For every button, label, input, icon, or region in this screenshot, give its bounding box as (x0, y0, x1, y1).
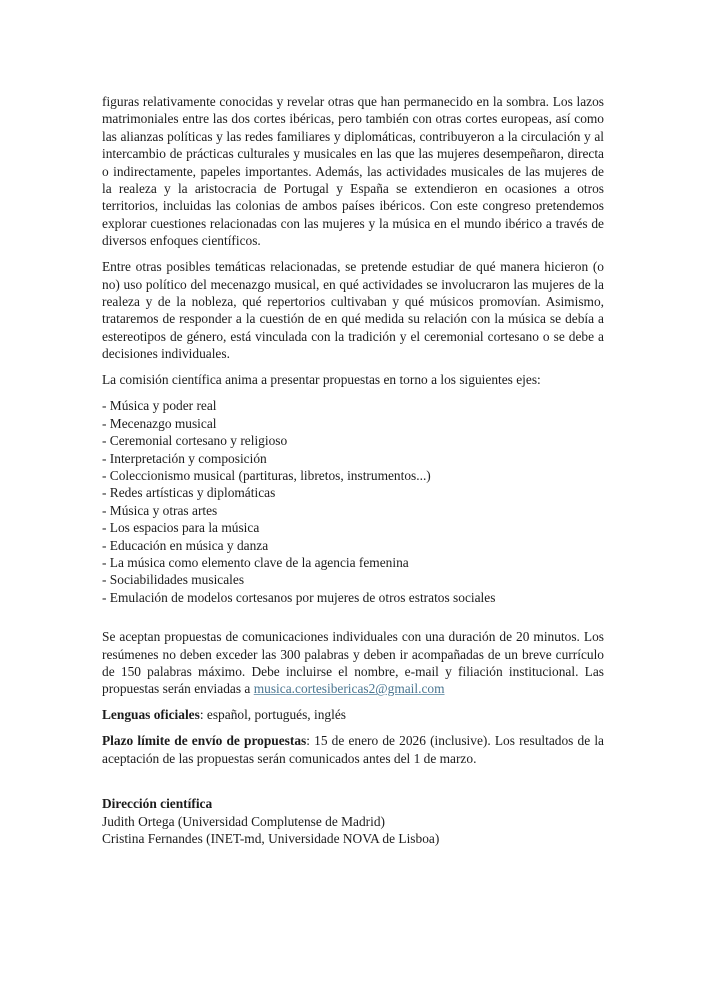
submission-paragraph (102, 628, 604, 698)
list-item: - Educación en música y danza (102, 537, 269, 553)
list-item: - Sociabilidades musicales (102, 572, 245, 588)
direction-title (102, 795, 604, 812)
axes-intro: La comisión científica anima a presentar propuestas en torno a los siguientes ejes: (102, 372, 541, 388)
deadline-paragraph (102, 732, 604, 767)
languages-label: Lenguas oficiales (102, 707, 200, 723)
direction-member: Cristina Fernandes (INET-md, Universidade NOVA de Lisboa) (102, 831, 440, 846)
languages-line (102, 706, 604, 723)
list-item: - Música y otras artes (102, 502, 218, 518)
email-link[interactable]: musica.cortesibericas2@gmail.com (253, 681, 445, 697)
list-item: - Interpretación y composición (102, 450, 267, 466)
submission-text: Se aceptan propuestas de comunicaciones individuales con una duración de 20 minutos. Los resúmenes no deben exceder las 300 palabras y deben ir acompañadas de un breve currículo de 150 palabras máximo. Debe incluirse el nombre, e-mail y filiación institucional. Las propuestas serán enviadas a (102, 629, 604, 697)
languages-value: : español, portugués, inglés (199, 707, 346, 723)
list-item: - Coleccionismo musical (partituras, libretos, instrumentos...) (102, 467, 431, 483)
list-item: - Mecenazgo musical (102, 415, 217, 431)
document-page (102, 93, 604, 847)
deadline-value: : 15 de enero de 2026 (inclusive). Los resultados de la aceptación de las propuestas serán comunicados antes del 1 de marzo. (102, 733, 604, 766)
list-item: - Música y poder real (102, 398, 217, 414)
direction-section (102, 795, 604, 847)
intro-paragraph: figuras relativamente conocidas y revelar otras que han permanecido en la sombra. Los lazos matrimoniales entre las dos cortes ibéricas, pero también con otras cortes europeas, así como las alianzas políticas y las redes familiares y diplomáticas, contribuyeron a la circulación y al intercambio de prácticas culturales y musicales en las que las mujeres desempeñaron, directa o indirectamente, papeles importantes. Además, las actividades musicales de las mujeres de la realeza y la aristocracia de Portugal y España se extendieron en ocasiones a otros territorios, incluidas las colonias de ambos países ibéricos. Con este congreso pretendemos explorar cuestiones relacionadas con las mujeres y la música en el mundo ibérico a través de diversos enfoques científicos. (102, 94, 604, 249)
themes-paragraph: Entre otras posibles temáticas relacionadas, se pretende estudiar de qué manera hicieron (o no) uso político del mecenazgo musical, en qué actividades se involucraron las mujeres de la realeza y de la nobleza, qué repertorios cultivaban y qué músicos promovían. Asimismo, trataremos de responder a la cuestión de en qué medida su relación con la música se debía a estereotipos de género, está vinculada con la tradición y el ceremonial cortesano o se debe a decisiones individuales. (102, 259, 604, 362)
list-item: - La música como elemento clave de la agencia femenina (102, 554, 409, 570)
deadline-label: Plazo límite de envío de propuestas (102, 733, 307, 749)
axes-list (102, 397, 604, 606)
list-item: - Redes artísticas y diplomáticas (102, 485, 276, 501)
direction-member: Judith Ortega (Universidad Complutense de Madrid) (102, 813, 386, 829)
list-item: - Los espacios para la música (102, 520, 260, 536)
direction-title-text: Dirección científica (102, 796, 213, 812)
list-item: - Ceremonial cortesano y religioso (102, 433, 288, 449)
list-item: - Emulación de modelos cortesanos por mujeres de otros estratos sociales (102, 589, 496, 605)
